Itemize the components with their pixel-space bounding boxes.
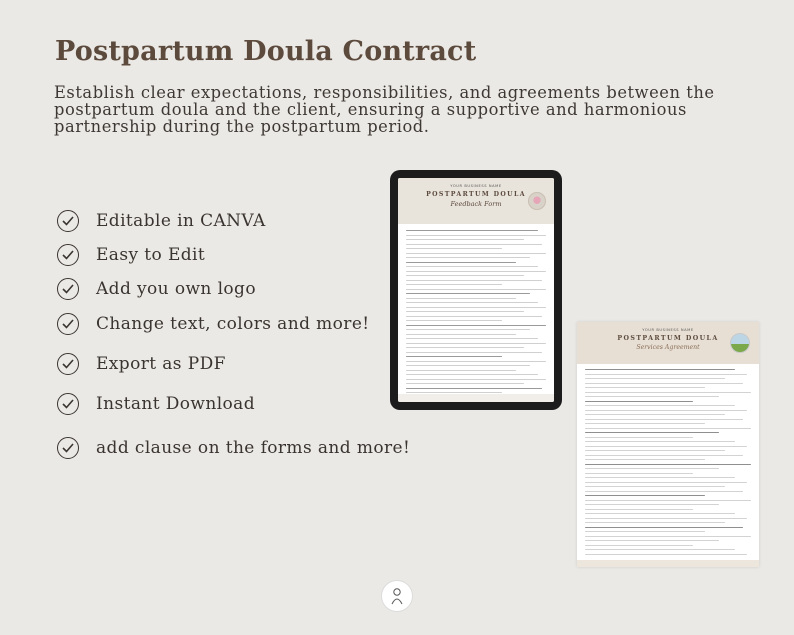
check-circle-icon	[57, 313, 79, 335]
form-footer	[398, 394, 554, 402]
placeholder-text-line	[406, 374, 538, 375]
placeholder-text-line	[406, 280, 542, 281]
placeholder-text-line	[585, 374, 747, 375]
agreement-title: POSTPARTUM DOULA	[617, 335, 719, 342]
placeholder-text-line	[406, 257, 530, 258]
placeholder-text-line	[585, 518, 747, 519]
placeholder-text-line	[406, 320, 502, 321]
feature-label: Export as PDF	[96, 354, 226, 374]
form-header	[398, 178, 554, 224]
placeholder-text-line	[585, 504, 719, 505]
placeholder-text-line	[406, 284, 502, 285]
placeholder-text-line	[585, 473, 693, 474]
feature-label: Instant Download	[96, 394, 255, 414]
feature-item	[57, 278, 256, 300]
page-title: Postpartum Doula Contract	[55, 36, 477, 67]
placeholder-text-line	[406, 365, 530, 366]
placeholder-text-line	[585, 410, 747, 411]
feature-item	[57, 210, 266, 232]
placeholder-text-line	[585, 549, 735, 550]
placeholder-text-line	[585, 383, 743, 384]
placeholder-text-line	[406, 383, 524, 384]
placeholder-text-line	[585, 401, 693, 402]
placeholder-text-line	[585, 513, 735, 514]
placeholder-text-line	[406, 370, 516, 371]
feature-label: Easy to Edit	[96, 245, 206, 265]
brand-logo-icon	[381, 580, 413, 612]
placeholder-text-line	[406, 307, 546, 308]
placeholder-text-line	[585, 392, 751, 393]
placeholder-text-line	[585, 437, 693, 438]
placeholder-text-line	[406, 338, 538, 339]
placeholder-text-line	[585, 441, 735, 442]
placeholder-text-line	[406, 248, 502, 249]
placeholder-text-line	[406, 325, 546, 326]
check-circle-icon	[57, 353, 79, 375]
placeholder-text-line	[585, 536, 751, 537]
placeholder-text-line	[585, 540, 719, 541]
feature-item	[57, 393, 255, 415]
placeholder-text-line	[406, 352, 542, 353]
placeholder-text-line	[585, 527, 743, 528]
check-circle-icon	[57, 278, 79, 300]
agreement-footer	[577, 560, 759, 567]
feature-item	[57, 244, 205, 266]
tablet-mockup	[390, 170, 562, 410]
check-circle-icon	[57, 393, 79, 415]
flower-logo-icon	[528, 192, 546, 210]
form-title: POSTPARTUM DOULA	[426, 191, 526, 198]
placeholder-text-line	[406, 271, 546, 272]
placeholder-text-line	[406, 347, 524, 348]
placeholder-text-line	[406, 239, 524, 240]
tablet-screen	[398, 178, 554, 402]
placeholder-text-line	[585, 459, 705, 460]
placeholder-text-line	[585, 545, 693, 546]
placeholder-text-line	[406, 316, 542, 317]
placeholder-text-line	[406, 311, 524, 312]
placeholder-text-line	[406, 266, 538, 267]
placeholder-text-line	[406, 244, 542, 245]
feature-label: Editable in CANVA	[96, 211, 266, 231]
placeholder-text-line	[585, 446, 747, 447]
landscape-logo-icon	[730, 333, 750, 353]
check-circle-icon	[57, 437, 79, 459]
placeholder-text-line	[585, 509, 693, 510]
placeholder-text-line	[585, 428, 751, 429]
feature-item	[57, 353, 226, 375]
placeholder-text-line	[585, 396, 719, 397]
placeholder-text-line	[585, 455, 743, 456]
placeholder-text-line	[585, 419, 743, 420]
placeholder-text-line	[585, 450, 725, 451]
placeholder-text-line	[406, 379, 546, 380]
placeholder-text-line	[406, 275, 524, 276]
placeholder-text-line	[585, 468, 719, 469]
form-business-name: YOUR BUSINESS NAME	[450, 184, 502, 188]
placeholder-text-line	[585, 522, 725, 523]
placeholder-text-line	[585, 531, 705, 532]
placeholder-text-line	[406, 289, 546, 290]
placeholder-text-line	[406, 235, 546, 236]
check-circle-icon	[57, 210, 79, 232]
placeholder-text-line	[585, 378, 725, 379]
feature-label: add clause on the forms and more!	[96, 438, 411, 458]
placeholder-text-line	[585, 491, 743, 492]
placeholder-text-line	[406, 298, 516, 299]
placeholder-text-line	[585, 369, 735, 370]
placeholder-text-line	[585, 554, 747, 555]
placeholder-text-line	[406, 388, 542, 389]
placeholder-text-line	[406, 302, 538, 303]
placeholder-text-line	[406, 356, 502, 357]
placeholder-text-line	[406, 361, 546, 362]
placeholder-text-line	[585, 414, 725, 415]
placeholder-text-line	[585, 387, 705, 388]
feature-item	[57, 313, 370, 335]
agreement-script-title: Services Agreement	[636, 344, 700, 351]
placeholder-text-line	[406, 293, 530, 294]
placeholder-text-line	[585, 477, 735, 478]
agreement-business-name: YOUR BUSINESS NAME	[642, 328, 694, 332]
placeholder-text-line	[406, 262, 516, 263]
page-subtitle: Establish clear expectations, responsibilities, and agreements between the postpartum doula and the client, ensuring a supportive and harmonious partnership during the postpartum period.	[54, 83, 715, 136]
placeholder-text-line	[406, 329, 530, 330]
placeholder-text-line	[585, 482, 747, 483]
placeholder-text-line	[406, 334, 516, 335]
feature-label: Change text, colors and more!	[96, 314, 370, 334]
placeholder-text-line	[585, 423, 705, 424]
placeholder-text-line	[585, 464, 751, 465]
form-script-title: Feedback Form	[450, 200, 502, 208]
placeholder-text-line	[585, 500, 751, 501]
placeholder-text-line	[406, 343, 546, 344]
placeholder-text-line	[585, 405, 735, 406]
check-circle-icon	[57, 244, 79, 266]
feature-label: Add you own logo	[96, 279, 256, 299]
placeholder-text-line	[585, 432, 719, 433]
placeholder-text-line	[585, 486, 725, 487]
agreement-document-mockup	[577, 322, 759, 567]
feature-item	[57, 437, 410, 459]
placeholder-text-line	[585, 495, 705, 496]
agreement-header	[577, 322, 759, 364]
placeholder-text-line	[406, 230, 538, 231]
placeholder-text-line	[406, 253, 546, 254]
